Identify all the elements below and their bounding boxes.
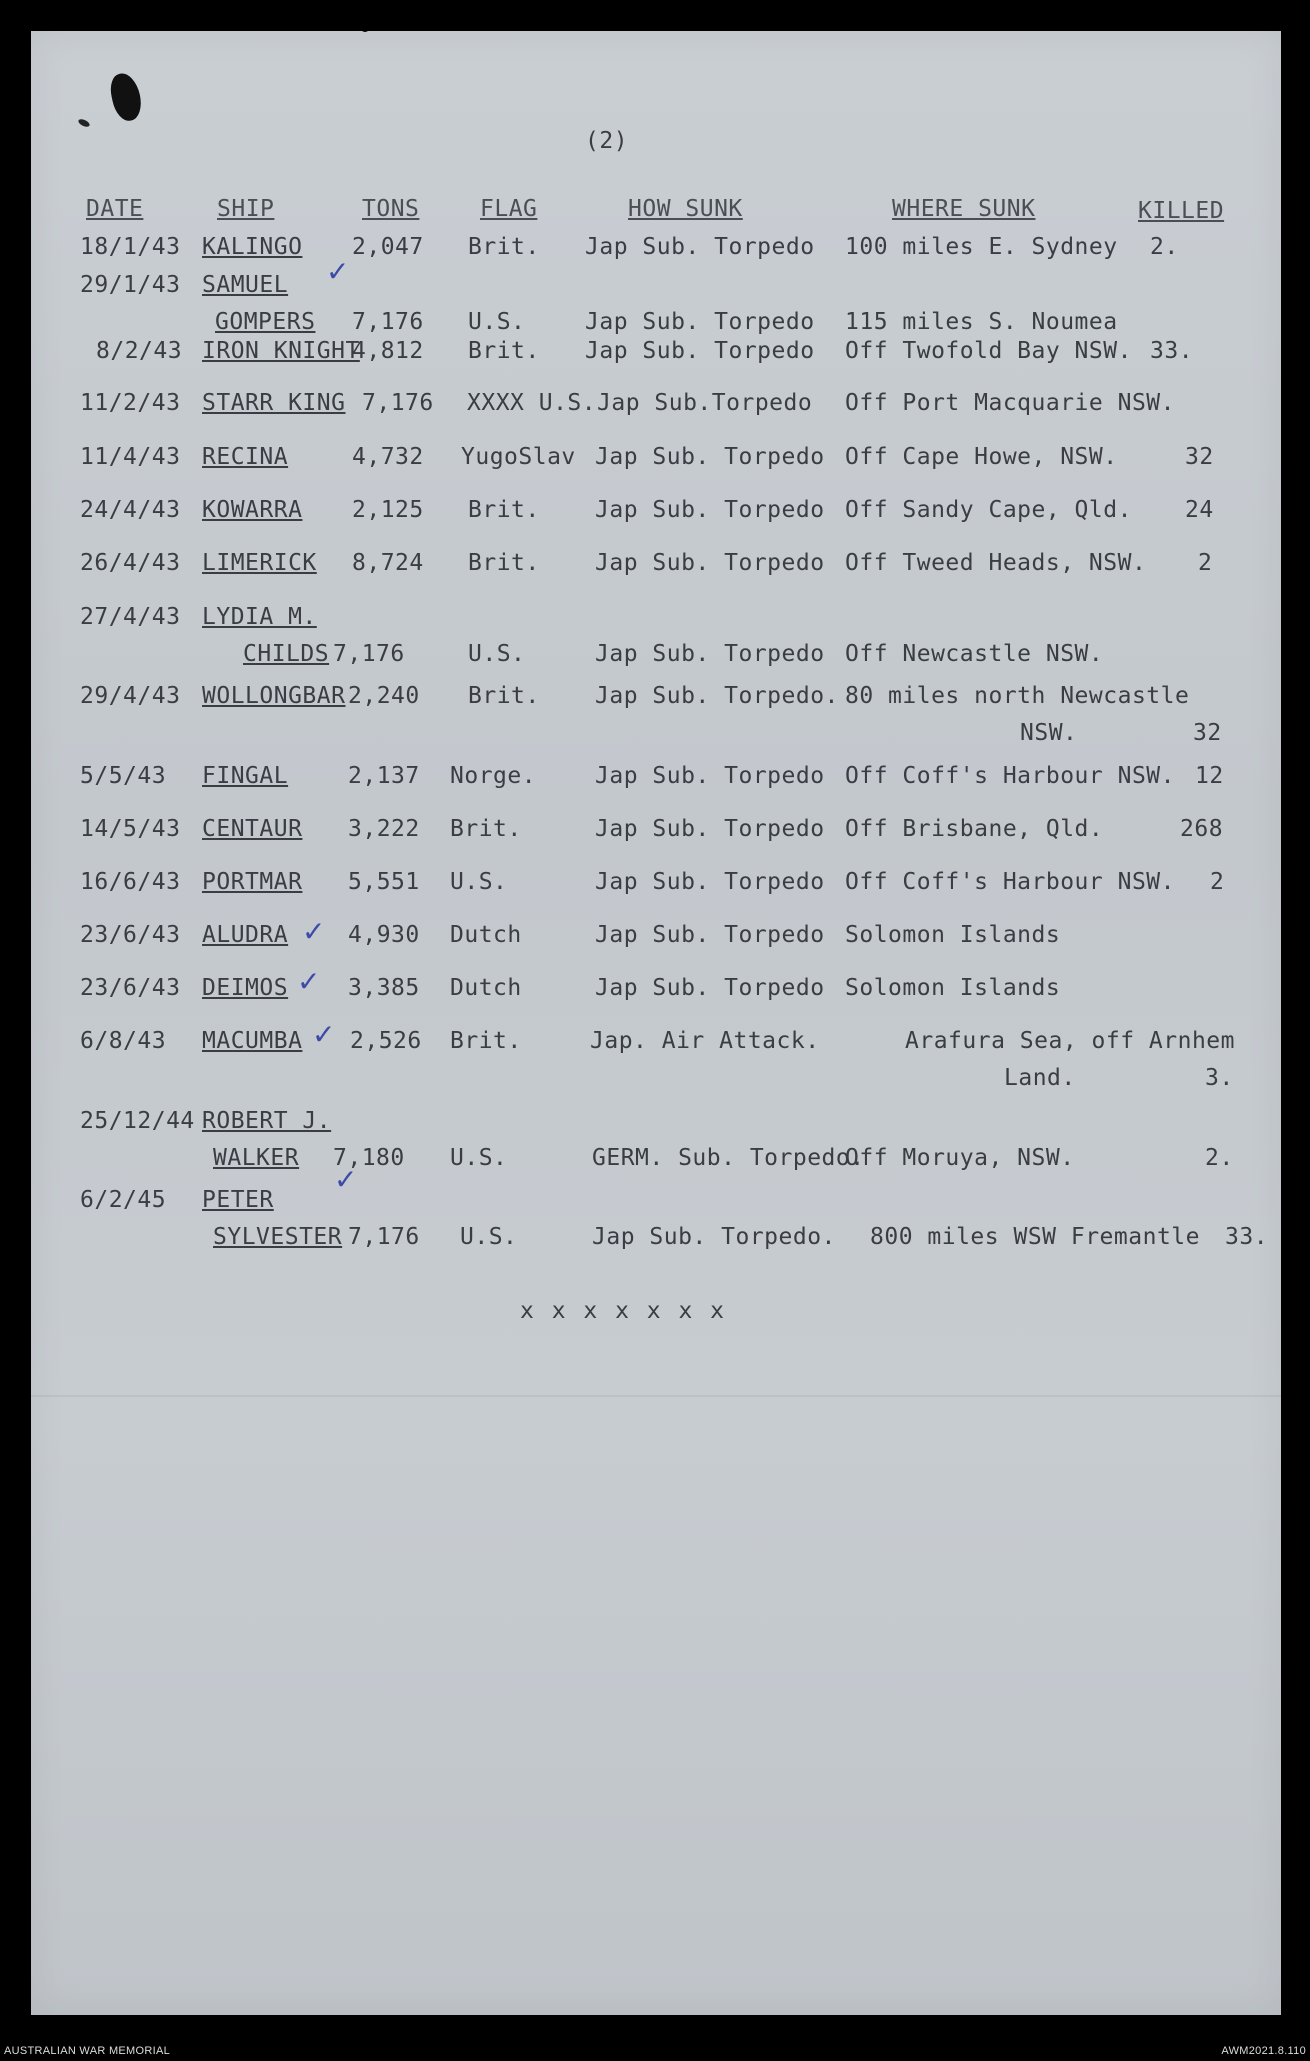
cell-where-sunk: Off Moruya, NSW.	[845, 1145, 1075, 1171]
cell-killed: 2	[1198, 550, 1213, 576]
cell-tons: 2,240	[348, 683, 420, 709]
cell-flag: Brit.	[468, 550, 540, 576]
cell-date: 29/4/43	[80, 683, 181, 709]
cell-where-sunk: Arafura Sea, off Arnhem	[905, 1028, 1235, 1054]
cell-ship: STARR KING	[202, 390, 346, 416]
cell-flag: U.S.	[468, 641, 526, 667]
header-killed: KILLED	[1138, 198, 1225, 224]
cell-tons: 7,176	[333, 641, 405, 667]
header-how-sunk: HOW SUNK	[628, 196, 743, 222]
cell-ship: CENTAUR	[202, 816, 303, 842]
cell-how-sunk: GERM. Sub. Torpedo.	[592, 1145, 865, 1171]
cell-date: 26/4/43	[80, 550, 181, 576]
cell-how-sunk: Jap Sub. Torpedo	[595, 975, 825, 1001]
cell-date: 6/2/45	[80, 1187, 167, 1213]
cell-how-sunk: Jap Sub.Torpedo	[597, 390, 813, 416]
cell-where-sunk: Off Port Macquarie NSW.	[845, 390, 1175, 416]
cell-date: 29/1/43	[80, 272, 181, 298]
cell-where-sunk-line2: Land.	[1004, 1065, 1076, 1091]
cell-tons: 8,724	[352, 550, 424, 576]
cell-where-sunk: Solomon Islands	[845, 922, 1061, 948]
cell-date: 6/8/43	[80, 1028, 167, 1054]
cell-tons: 4,930	[348, 922, 420, 948]
cell-killed: 24	[1185, 497, 1214, 523]
cell-flag: Brit.	[450, 1028, 522, 1054]
cell-flag: YugoSlav	[461, 444, 576, 470]
top-edge-mark	[360, 22, 370, 32]
cell-where-sunk: Off Twofold Bay NSW.	[845, 338, 1132, 364]
cell-ship-line2: GOMPERS	[215, 309, 316, 335]
cell-flag: Dutch	[450, 922, 522, 948]
cell-ship: FINGAL	[202, 763, 289, 789]
cell-how-sunk: Jap Sub. Torpedo	[595, 922, 825, 948]
cell-date: 27/4/43	[80, 604, 181, 630]
cell-ship: KOWARRA	[202, 497, 303, 523]
cell-flag: U.S.	[460, 1224, 518, 1250]
cell-date: 18/1/43	[80, 234, 181, 260]
cell-flag: Norge.	[450, 763, 537, 789]
cell-how-sunk: Jap Sub. Torpedo	[595, 550, 825, 576]
cell-killed: 33.	[1225, 1224, 1269, 1250]
cell-date: 23/6/43	[80, 975, 181, 1001]
cell-how-sunk: Jap Sub. Torpedo	[585, 234, 815, 260]
cell-tons: 2,526	[350, 1028, 422, 1054]
cell-flag: XXXX U.S.	[467, 390, 597, 416]
header-tons: TONS	[362, 196, 420, 222]
cell-how-sunk: Jap Sub. Torpedo	[595, 641, 825, 667]
cell-tons: 5,551	[348, 869, 420, 895]
cell-where-sunk: Off Newcastle NSW.	[845, 641, 1104, 667]
cell-tons: 3,385	[348, 975, 420, 1001]
cell-flag: U.S.	[468, 309, 526, 335]
cell-where-sunk: Solomon Islands	[845, 975, 1061, 1001]
cell-tons: 2,125	[352, 497, 424, 523]
cell-where-sunk: Off Coff's Harbour NSW.	[845, 869, 1175, 895]
cell-how-sunk: Jap. Air Attack.	[590, 1028, 820, 1054]
cell-date: 11/4/43	[80, 444, 181, 470]
cell-how-sunk: Jap Sub. Torpedo	[595, 816, 825, 842]
cell-where-sunk: Off Cape Howe, NSW.	[845, 444, 1118, 470]
cell-date: 25/12/44	[80, 1108, 195, 1134]
cell-killed: 2.	[1150, 234, 1179, 260]
cell-ship: IRON KNIGHT	[202, 338, 360, 364]
cell-ship: PETER	[202, 1187, 274, 1213]
cell-date: 11/2/43	[80, 390, 181, 416]
cell-how-sunk: Jap Sub. Torpedo.	[592, 1224, 836, 1250]
cell-killed: 12	[1195, 763, 1224, 789]
cell-tons: 2,137	[348, 763, 420, 789]
handwritten-check-mark: ✓	[334, 1163, 358, 1196]
cell-killed: 32	[1193, 720, 1222, 746]
cell-flag: Brit.	[468, 338, 540, 364]
cell-how-sunk: Jap Sub. Torpedo	[595, 444, 825, 470]
cell-ship: KALINGO	[202, 234, 303, 260]
cell-where-sunk: Off Brisbane, Qld.	[845, 816, 1104, 842]
cell-where-sunk: Off Coff's Harbour NSW.	[845, 763, 1175, 789]
handwritten-check-mark: ✓	[302, 915, 326, 948]
cell-tons: 3,222	[348, 816, 420, 842]
cell-ship: MACUMBA	[202, 1028, 303, 1054]
cell-how-sunk: Jap Sub. Torpedo	[595, 869, 825, 895]
header-date: DATE	[86, 196, 144, 222]
cell-where-sunk: 80 miles north Newcastle	[845, 683, 1190, 709]
cell-flag: U.S.	[450, 1145, 508, 1171]
cell-date: 14/5/43	[80, 816, 181, 842]
cell-ship-line2: WALKER	[213, 1145, 300, 1171]
cell-date: 8/2/43	[96, 338, 183, 364]
cell-killed: 33.	[1150, 338, 1194, 364]
cell-how-sunk: Jap Sub. Torpedo	[585, 338, 815, 364]
cell-ship: WOLLONGBAR	[202, 683, 346, 709]
header-ship: SHIP	[217, 196, 275, 222]
handwritten-check-mark: ✓	[326, 255, 350, 288]
cell-tons: 7,180	[333, 1145, 405, 1171]
paper-fold-line	[31, 1395, 1281, 1397]
end-mark: x x x x x x x	[520, 1298, 727, 1324]
cell-flag: Dutch	[450, 975, 522, 1001]
cell-ship: PORTMAR	[202, 869, 303, 895]
cell-flag: Brit.	[468, 234, 540, 260]
cell-ship: DEIMOS	[202, 975, 289, 1001]
cell-ship-line2: SYLVESTER	[213, 1224, 343, 1250]
cell-where-sunk: 800 miles WSW Fremantle	[870, 1224, 1200, 1250]
cell-flag: U.S.	[450, 869, 508, 895]
cell-where-sunk: Off Sandy Cape, Qld.	[845, 497, 1132, 523]
cell-tons: 7,176	[348, 1224, 420, 1250]
cell-killed: 2.	[1205, 1145, 1234, 1171]
cell-killed: 268	[1180, 816, 1224, 842]
cell-killed: 32	[1185, 444, 1214, 470]
cell-flag: Brit.	[468, 497, 540, 523]
cell-how-sunk: Jap Sub. Torpedo	[595, 763, 825, 789]
cell-where-sunk-line2: NSW.	[1020, 720, 1078, 746]
cell-date: 5/5/43	[80, 763, 167, 789]
cell-where-sunk: Off Tweed Heads, NSW.	[845, 550, 1147, 576]
cell-tons: 2,047	[352, 234, 424, 260]
handwritten-check-mark: ✓	[297, 965, 321, 998]
header-flag: FLAG	[480, 196, 538, 222]
cell-ship: LIMERICK	[202, 550, 317, 576]
cell-killed: 2	[1210, 869, 1225, 895]
cell-tons: 4,812	[352, 338, 424, 364]
handwritten-check-mark: ✓	[312, 1018, 336, 1051]
cell-date: 24/4/43	[80, 497, 181, 523]
cell-flag: Brit.	[450, 816, 522, 842]
cell-ship: ROBERT J.	[202, 1108, 332, 1134]
cell-tons: 4,732	[352, 444, 424, 470]
cell-how-sunk: Jap Sub. Torpedo	[595, 497, 825, 523]
cell-how-sunk: Jap Sub. Torpedo.	[595, 683, 839, 709]
cell-killed: 3.	[1205, 1065, 1234, 1091]
cell-ship-line2: CHILDS	[243, 641, 330, 667]
cell-how-sunk: Jap Sub. Torpedo	[585, 309, 815, 335]
cell-flag: Brit.	[468, 683, 540, 709]
cell-ship: LYDIA M.	[202, 604, 317, 630]
footer-accession: AWM2021.8.110	[1221, 2045, 1306, 2057]
cell-date: 16/6/43	[80, 869, 181, 895]
header-where-sunk: WHERE SUNK	[892, 196, 1036, 222]
cell-where-sunk: 100 miles E. Sydney	[845, 234, 1118, 260]
cell-tons: 7,176	[362, 390, 434, 416]
cell-ship: SAMUEL	[202, 272, 289, 298]
cell-date: 23/6/43	[80, 922, 181, 948]
footer-institution: AUSTRALIAN WAR MEMORIAL	[4, 2045, 171, 2057]
cell-ship: ALUDRA	[202, 922, 289, 948]
page-number: (2)	[585, 128, 629, 154]
cell-ship: RECINA	[202, 444, 289, 470]
cell-tons: 7,176	[352, 309, 424, 335]
cell-where-sunk: 115 miles S. Noumea	[845, 309, 1118, 335]
